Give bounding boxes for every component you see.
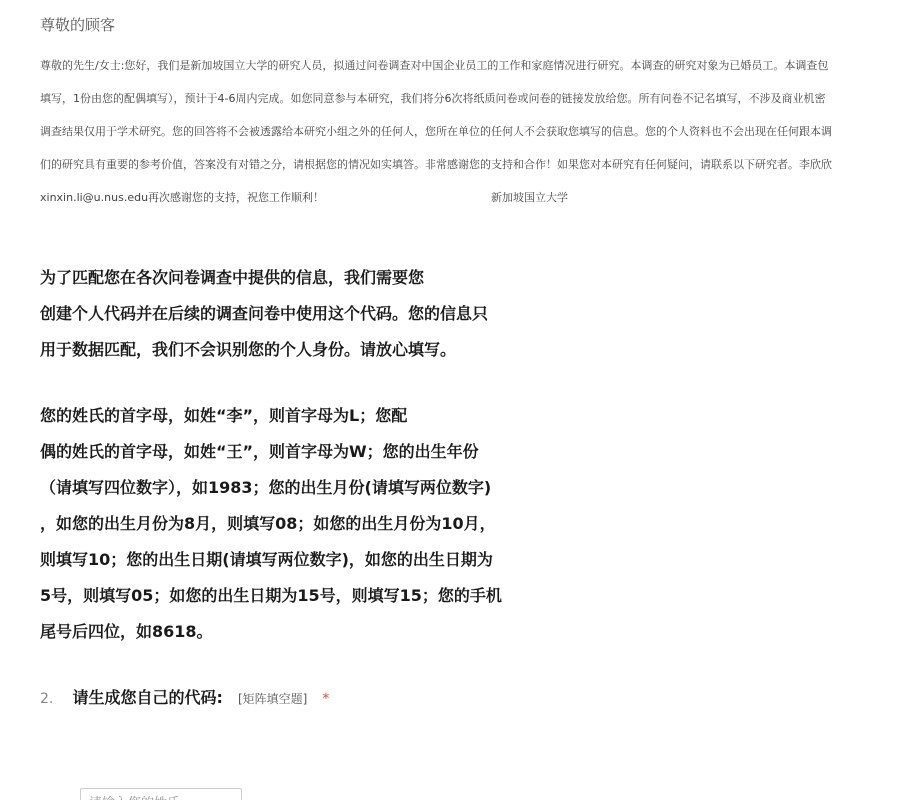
question-number: 2. — [40, 691, 54, 707]
instruction-line: ，如您的出生月份为8月，则填写08；如您的出生月份为10月， — [40, 514, 496, 533]
required-asterisk: * — [322, 691, 330, 707]
intro-line: 们的研究具有重要的参考价值，答案没有对错之分，请根据您的情况如实填答。非常感谢您的支持和合作！如果您对本研究有任何疑问，请联系以下研究者。李欣欣 — [40, 158, 832, 171]
intro-signature: 新加坡国立大学 — [491, 191, 568, 204]
intro-line: 尊敬的先生/女士:您好，我们是新加坡国立大学的研究人员，拟通过问卷调查对中国企业员工的工作和家庭情况进行研究。本调查的研究对象为已婚员工。本调查包 — [40, 59, 829, 72]
question-header — [40, 688, 329, 709]
instruction-line: 偶的姓氏的首字母，如姓“王”，则首字母为W；您的出生年份 — [40, 442, 479, 461]
question-title: 请生成您自己的代码: — [72, 688, 223, 707]
intro-line: 调查结果仅用于学术研究。您的回答将不会被透露给本研究小组之外的任何人，您所在单位的任何人不会获取您填写的信息。您的个人资料也不会出现在任何跟本调 — [40, 125, 832, 138]
purpose-line: 为了匹配您在各次问卷调查中提供的信息，我们需要您 — [40, 268, 425, 287]
purpose-line: 创建个人代码并在后续的调查问卷中使用这个代码。您的信息只 — [40, 304, 489, 323]
surname-initial-input[interactable] — [80, 788, 242, 800]
instruction-line: 5号，则填写05；如您的出生日期为15号，则填写15；您的手机 — [40, 586, 502, 605]
instruction-line: （请填写四位数字），如1983；您的出生月份(请填写两位数字) — [40, 478, 492, 497]
purpose-line: 用于数据匹配，我们不会识别您的个人身份。请放心填写。 — [40, 340, 457, 359]
instruction-line: 则填写10；您的出生日期(请填写两位数字)，如您的出生日期为 — [40, 550, 493, 569]
salutation: 尊敬的顾客 — [40, 16, 116, 34]
question-type-label: [矩阵填空题] — [237, 692, 308, 706]
intro-line: 填写，1份由您的配偶填写），预计于4-6周内完成。如您同意参与本研究，我们将分6次将纸质问卷或问卷的链接发放给您。所有问卷不记名填写，不涉及商业机密 — [40, 92, 826, 105]
instruction-line: 您的姓氏的首字母，如姓“李”，则首字母为L；您配 — [40, 406, 408, 425]
intro-contact-line: xinxin.li@u.nus.edu再次感谢您的支持，祝您工作顺利！ — [40, 191, 325, 204]
instruction-line: 尾号后四位，如8618。 — [40, 622, 213, 641]
